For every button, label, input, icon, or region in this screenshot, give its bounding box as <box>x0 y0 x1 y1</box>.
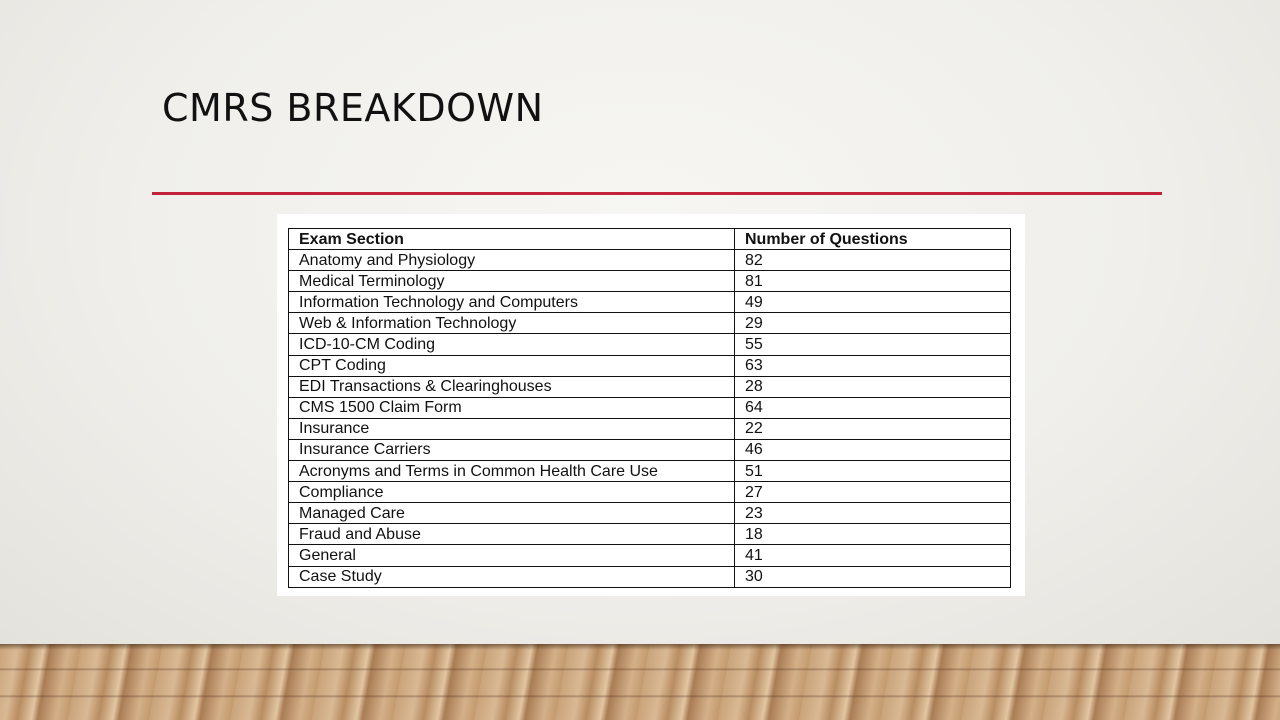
section-cell: CPT Coding <box>289 355 735 376</box>
table-row <box>289 334 1011 355</box>
section-cell: Web & Information Technology <box>289 313 735 334</box>
table-row <box>289 482 1011 503</box>
slide-title: CMRS BREAKDOWN <box>162 86 544 130</box>
section-cell: Information Technology and Computers <box>289 292 735 313</box>
count-cell: 64 <box>735 397 1011 418</box>
table-row <box>289 439 1011 460</box>
section-cell: CMS 1500 Claim Form <box>289 397 735 418</box>
table-row <box>289 271 1011 292</box>
table-row <box>289 355 1011 376</box>
count-cell: 29 <box>735 313 1011 334</box>
table-row <box>289 376 1011 397</box>
section-cell: Insurance <box>289 418 735 439</box>
wood-floor-decoration <box>0 644 1280 720</box>
table-row <box>289 250 1011 271</box>
count-cell: 81 <box>735 271 1011 292</box>
table-row <box>289 566 1011 587</box>
count-cell: 51 <box>735 461 1011 482</box>
count-cell: 49 <box>735 292 1011 313</box>
table-row <box>289 292 1011 313</box>
header-exam-section: Exam Section <box>289 229 735 250</box>
section-cell: General <box>289 545 735 566</box>
count-cell: 22 <box>735 418 1011 439</box>
section-cell: ICD-10-CM Coding <box>289 334 735 355</box>
table-row <box>289 397 1011 418</box>
section-cell: Anatomy and Physiology <box>289 250 735 271</box>
table-image <box>277 214 1025 596</box>
count-cell: 46 <box>735 439 1011 460</box>
table-row <box>289 461 1011 482</box>
table-row <box>289 545 1011 566</box>
count-cell: 82 <box>735 250 1011 271</box>
section-cell: Managed Care <box>289 503 735 524</box>
table-row <box>289 418 1011 439</box>
exam-breakdown-table <box>288 228 1011 588</box>
count-cell: 23 <box>735 503 1011 524</box>
count-cell: 63 <box>735 355 1011 376</box>
count-cell: 27 <box>735 482 1011 503</box>
section-cell: Insurance Carriers <box>289 439 735 460</box>
title-divider <box>152 192 1162 195</box>
section-cell: Fraud and Abuse <box>289 524 735 545</box>
table-row <box>289 313 1011 334</box>
section-cell: EDI Transactions & Clearinghouses <box>289 376 735 397</box>
section-cell: Case Study <box>289 566 735 587</box>
section-cell: Compliance <box>289 482 735 503</box>
table-row <box>289 524 1011 545</box>
section-cell: Medical Terminology <box>289 271 735 292</box>
section-cell: Acronyms and Terms in Common Health Care Use <box>289 461 735 482</box>
table-row <box>289 503 1011 524</box>
count-cell: 41 <box>735 545 1011 566</box>
count-cell: 18 <box>735 524 1011 545</box>
count-cell: 28 <box>735 376 1011 397</box>
table-header-row <box>289 229 1011 250</box>
count-cell: 55 <box>735 334 1011 355</box>
header-number-of-questions: Number of Questions <box>735 229 1011 250</box>
count-cell: 30 <box>735 566 1011 587</box>
